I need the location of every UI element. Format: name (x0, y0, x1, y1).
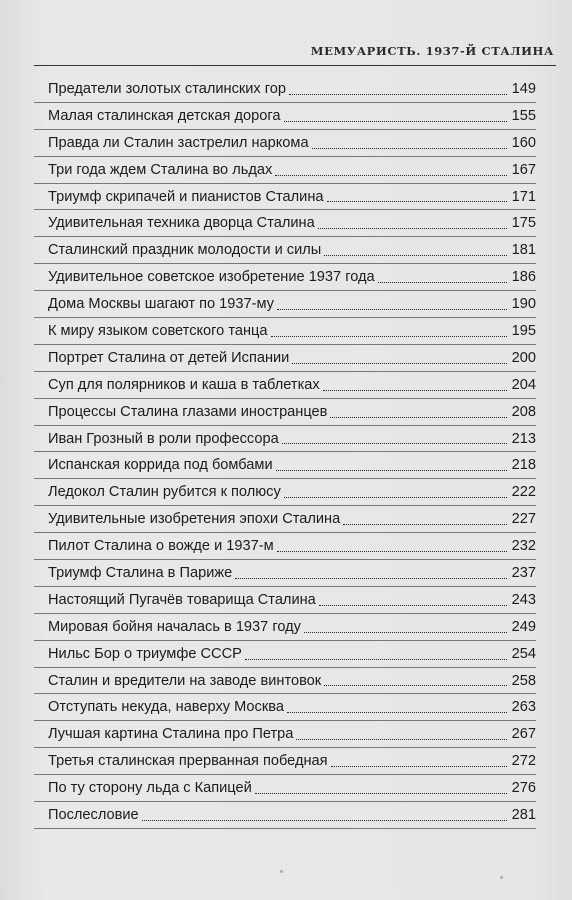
dot-leader (330, 417, 507, 418)
dot-leader (319, 605, 507, 606)
toc-entry-page: 155 (511, 107, 536, 124)
dot-leader (277, 309, 507, 310)
toc-entry-page: 232 (511, 538, 536, 555)
toc-entry-page: 208 (511, 403, 536, 420)
toc-entry-title: Удивительная техника дворца Сталина (48, 215, 315, 232)
toc-entry-page: 190 (511, 296, 536, 313)
toc-entry-title: Ледокол Сталин рубится к полюсу (48, 484, 281, 501)
toc-entry-page: 254 (511, 645, 536, 662)
dot-leader (327, 201, 507, 202)
toc-entry (34, 103, 536, 130)
toc-entry-title: Удивительное советское изобретение 1937 года (48, 269, 375, 286)
dot-leader (304, 632, 507, 633)
toc-entry (34, 694, 536, 721)
toc-entry (34, 237, 536, 264)
toc-entry-title: Лучшая картина Сталина про Петра (48, 726, 294, 743)
toc-entry-page: 218 (511, 457, 536, 474)
toc-entry-page: 281 (511, 806, 536, 823)
toc-entry-title: Предатели золотых сталинских гор (48, 80, 286, 97)
dot-leader (275, 175, 507, 176)
toc-entry-page: 167 (511, 161, 536, 178)
toc-entry-title: Триумф скрипачей и пианистов Сталина (48, 188, 324, 205)
toc-entry (34, 721, 536, 748)
toc-entry-page: 263 (511, 699, 536, 716)
toc-entry-page: 181 (511, 242, 536, 259)
toc-entry-page: 227 (511, 511, 536, 528)
toc-entry-title: Настоящий Пугачёв товарища Сталина (48, 591, 316, 608)
toc-entry-page: 276 (511, 780, 536, 797)
toc-entry-title: Малая сталинская детская дорога (48, 107, 281, 124)
toc-entry (34, 130, 536, 157)
dot-leader (287, 712, 507, 713)
toc-entry-page: 272 (511, 753, 536, 770)
toc-entry-title: Сталин и вредители на заводе винтовок (48, 672, 322, 689)
dot-leader (324, 255, 507, 256)
toc-entry (34, 264, 536, 291)
toc-entry (34, 426, 536, 453)
toc-entry-title: Процессы Сталина глазами иностранцев (48, 403, 328, 420)
toc-entry (34, 668, 536, 695)
dot-leader (323, 390, 507, 391)
page-speck (500, 876, 503, 879)
toc-entry-title: К миру языком советского танца (48, 322, 268, 339)
toc-entry (34, 157, 536, 184)
toc-entry-page: 160 (511, 134, 536, 151)
toc-entry-page: 175 (511, 215, 536, 232)
dot-leader (296, 739, 507, 740)
toc-entry-title: Пилот Сталина о вожде и 1937-м (48, 538, 274, 555)
page-speck (280, 870, 283, 873)
toc-entry (34, 399, 536, 426)
dot-leader (318, 228, 507, 229)
toc-entry-title: Триумф Сталина в Париже (48, 564, 233, 581)
toc-entry (34, 641, 536, 668)
dot-leader (245, 659, 507, 660)
toc-entry-title: Третья сталинская прерванная победная (48, 753, 328, 770)
toc-entry-page: 249 (511, 618, 536, 635)
toc-entry (34, 291, 536, 318)
toc-entry-title: Правда ли Сталин застрелил наркома (48, 134, 309, 151)
toc-entry (34, 318, 536, 345)
dot-leader (276, 470, 507, 471)
dot-leader (282, 443, 507, 444)
dot-leader (235, 578, 507, 579)
toc-entry-title: Мировая бойня началась в 1937 году (48, 618, 301, 635)
toc-entry-page: 204 (511, 376, 536, 393)
toc-entry (34, 345, 536, 372)
toc-entry-page: 222 (511, 484, 536, 501)
toc-entry-title: Суп для полярников и каша в таблетках (48, 376, 320, 393)
toc-entry-title: Отступать некуда, наверху Москва (48, 699, 284, 716)
toc-entry (34, 372, 536, 399)
toc-entry-title: По ту сторону льда с Капицей (48, 780, 252, 797)
toc-entry (34, 184, 536, 211)
toc-entry-title: Удивительные изобретения эпохи Сталина (48, 511, 341, 528)
dot-leader (324, 685, 507, 686)
toc-entry-page: 258 (511, 672, 536, 689)
dot-leader (255, 793, 507, 794)
toc-entry-page: 149 (511, 80, 536, 97)
toc-entry-page: 243 (511, 591, 536, 608)
toc-entry-page: 267 (511, 726, 536, 743)
toc-entry (34, 748, 536, 775)
toc-entry-title: Послесловие (48, 806, 139, 823)
toc-entry-title: Иван Грозный в роли профессора (48, 430, 279, 447)
toc-entry-page: 213 (511, 430, 536, 447)
dot-leader (284, 497, 507, 498)
toc-entry (34, 452, 536, 479)
toc-entry-page: 171 (511, 188, 536, 205)
toc-entry-title: Дома Москвы шагают по 1937-му (48, 296, 274, 313)
dot-leader (277, 551, 507, 552)
dot-leader (331, 766, 507, 767)
table-of-contents (34, 76, 536, 829)
header-rule (34, 65, 556, 66)
toc-entry (34, 802, 536, 829)
toc-entry (34, 614, 536, 641)
toc-entry-title: Нильс Бор о триумфе СССР (48, 645, 242, 662)
toc-entry-title: Сталинский праздник молодости и силы (48, 242, 322, 259)
toc-entry (34, 479, 536, 506)
toc-entry (34, 775, 536, 802)
toc-entry (34, 210, 536, 237)
dot-leader (292, 363, 507, 364)
toc-entry-page: 200 (511, 349, 536, 366)
dot-leader (312, 148, 507, 149)
toc-entry (34, 76, 536, 103)
toc-entry (34, 587, 536, 614)
running-head: МЕМУАРИСТЬ. 1937-Й СТАЛИНА (310, 44, 554, 58)
toc-entry-page: 195 (511, 322, 536, 339)
toc-entry-title: Испанская коррида под бомбами (48, 457, 273, 474)
dot-leader (289, 94, 507, 95)
toc-entry (34, 560, 536, 587)
dot-leader (284, 121, 508, 122)
toc-entry (34, 506, 536, 533)
toc-entry-title: Портрет Сталина от детей Испании (48, 349, 290, 366)
toc-entry (34, 533, 536, 560)
toc-entry-page: 237 (511, 564, 536, 581)
toc-entry-page: 186 (511, 269, 536, 286)
toc-entry-title: Три года ждем Сталина во льдах (48, 161, 273, 178)
dot-leader (142, 820, 507, 821)
dot-leader (271, 336, 507, 337)
dot-leader (378, 282, 507, 283)
dot-leader (343, 524, 507, 525)
